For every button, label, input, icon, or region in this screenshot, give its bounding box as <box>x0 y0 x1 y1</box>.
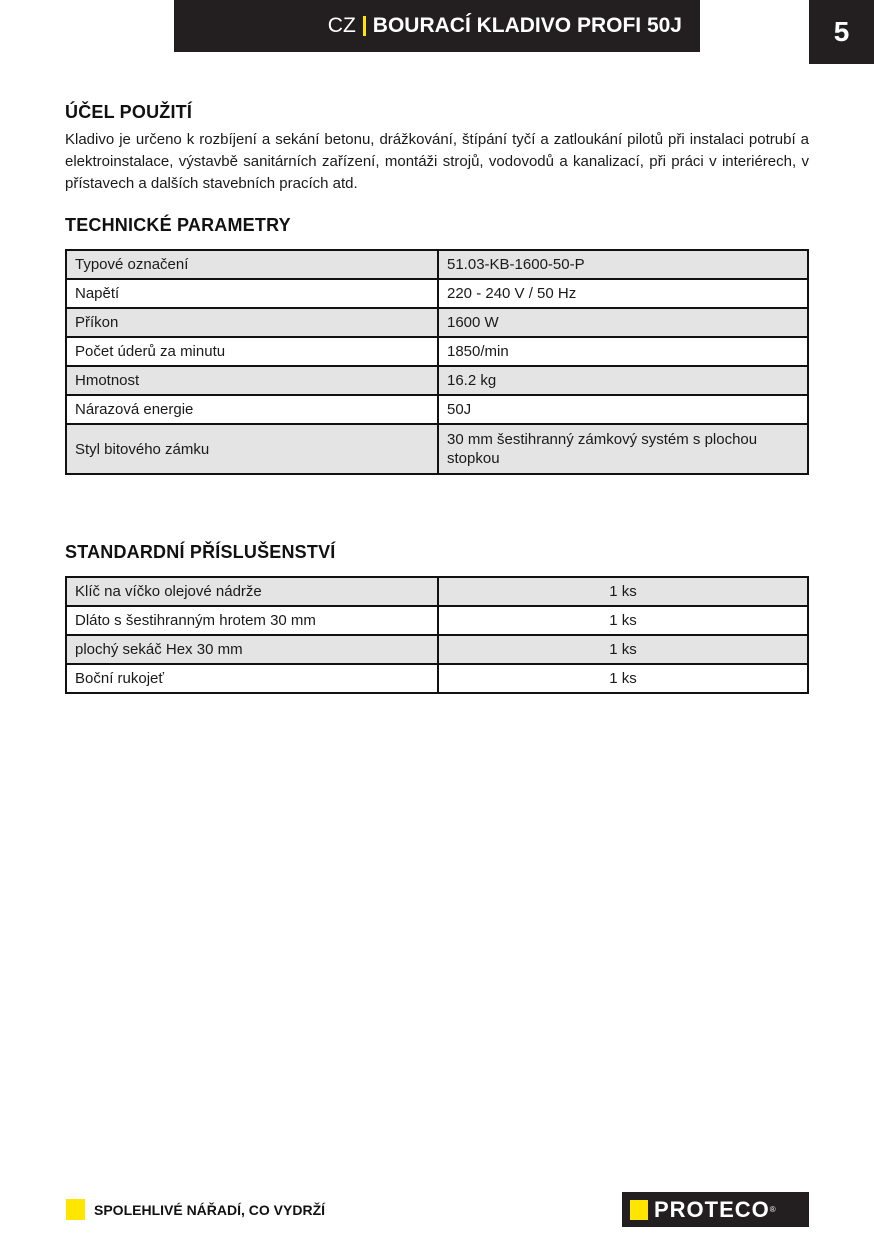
tech-params-table <box>65 249 809 475</box>
param-value: 1850/min <box>438 337 808 366</box>
table-row <box>66 664 808 693</box>
table-row <box>66 337 808 366</box>
table-row <box>66 308 808 337</box>
param-label: Příkon <box>66 308 438 337</box>
table-row <box>66 279 808 308</box>
accessory-name: Klíč na víčko olejové nádrže <box>66 577 438 606</box>
logo-text: PROTECO <box>654 1196 770 1222</box>
param-value: 1600 W <box>438 308 808 337</box>
table-row <box>66 366 808 395</box>
param-value: 30 mm šestihranný zámkový systém s plochou stopkou <box>438 424 808 474</box>
param-label: Styl bitového zámku <box>66 424 438 474</box>
table-row <box>66 606 808 635</box>
accessory-qty: 1 ks <box>438 577 808 606</box>
param-value: 50J <box>438 395 808 424</box>
registered-mark: ® <box>769 1205 776 1214</box>
table-row <box>66 250 808 279</box>
language-code: CZ <box>327 14 356 37</box>
table-row <box>66 577 808 606</box>
accessory-qty: 1 ks <box>438 635 808 664</box>
proteco-logo <box>622 1192 809 1227</box>
param-label: Napětí <box>66 279 438 308</box>
param-value: 16.2 kg <box>438 366 808 395</box>
accessory-qty: 1 ks <box>438 664 808 693</box>
page-number: 5 <box>809 0 874 64</box>
param-value: 220 - 240 V / 50 Hz <box>438 279 808 308</box>
header-separator <box>363 16 366 36</box>
document-title: BOURACÍ KLADIVO PROFI 50J <box>372 14 682 37</box>
footer-slogan: SPOLEHLIVÉ NÁŘADÍ, CO VYDRŽÍ <box>94 1202 326 1218</box>
accessory-qty: 1 ks <box>438 606 808 635</box>
footer-yellow-square <box>66 1199 85 1220</box>
header-bar <box>174 0 700 52</box>
table-row <box>66 424 808 474</box>
usage-text: Kladivo je určeno k rozbíjení a sekání betonu, drážkování, štípání tyčí a zatloukání pilotů při instalaci potrubí a elektroinstalace, výstavbě sanitárních zařízení, montáži strojů, vodovodů a kanalizací, při práci v interiérech, v přístavech a dalších stavebních pracích atd. <box>65 131 809 192</box>
usage-heading: ÚČEL POUŽITÍ <box>65 102 193 122</box>
param-value: 51.03-KB-1600-50-P <box>438 250 808 279</box>
accessory-name: plochý sekáč Hex 30 mm <box>66 635 438 664</box>
tech-heading: TECHNICKÉ PARAMETRY <box>65 215 291 235</box>
param-label: Počet úderů za minutu <box>66 337 438 366</box>
param-label: Hmotnost <box>66 366 438 395</box>
logo-yellow-square <box>630 1200 648 1220</box>
accessory-name: Boční rukojeť <box>66 664 438 693</box>
table-row <box>66 395 808 424</box>
param-label: Nárazová energie <box>66 395 438 424</box>
accessories-table <box>65 576 809 694</box>
table-row <box>66 635 808 664</box>
param-label: Typové označení <box>66 250 438 279</box>
accessory-name: Dláto s šestihranným hrotem 30 mm <box>66 606 438 635</box>
accessories-heading: STANDARDNÍ PŘÍSLUŠENSTVÍ <box>65 542 336 562</box>
